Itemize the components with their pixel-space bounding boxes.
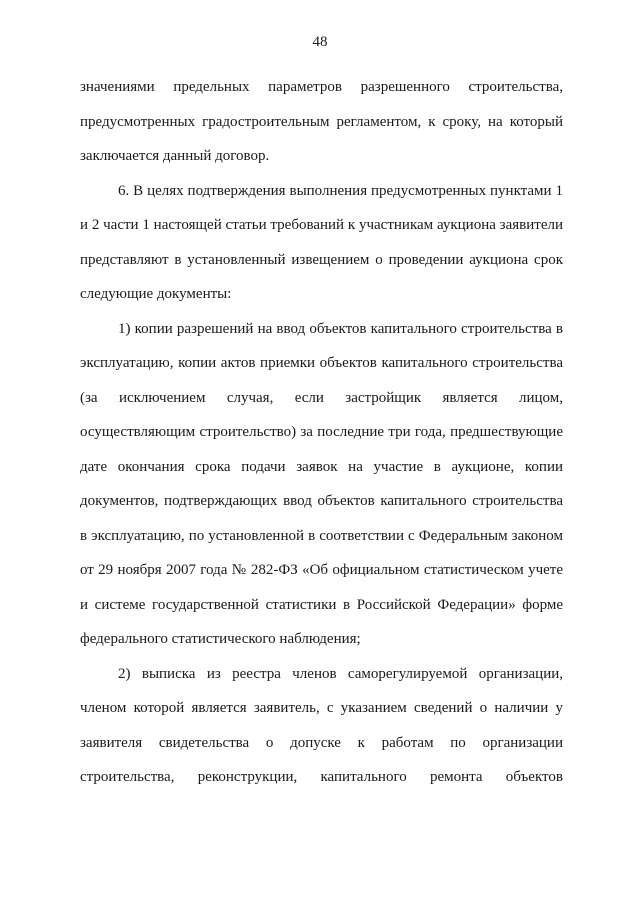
- page-number: 48: [312, 34, 328, 50]
- paragraph-item-6-2: 2) выписка из реестра членов саморегулируемой организации, членом которой является заявитель, с указанием сведений о наличии у заявителя свидетельства о допуске к работам по организации строительства, реконструкции, капитального ремонта объектов: [80, 665, 563, 785]
- document-body: [80, 70, 563, 795]
- paragraph-item-6: 6. В целях подтверждения выполнения предусмотренных пунктами 1 и 2 части 1 настоящей статьи требований к участникам аукциона заявители представляют в установленный извещением о проведении аукциона срок следующие документы:: [80, 182, 563, 302]
- paragraph-item-6-1: 1) копии разрешений на ввод объектов капитального строительства в эксплуатацию, копии актов приемки объектов капитального строительства (за исключением случая, если застройщик является лицом, осуществляющим строительство) за последние три года, предшествующие дате окончания срока подачи заявок на участие в аукционе, копии документов, подтверждающих ввод объектов капитального строительства в эксплуатацию, по установленной в соответствии с Федеральным законом от 29 ноября 2007 года № 282-ФЗ «Об официальном статистическом учете и системе государственной статистики в Российской Федерации» форме федерального статистического наблюдения;: [80, 320, 563, 647]
- paragraph-continued: значениями предельных параметров разрешенного строительства, предусмотренных градостроительным регламентом, к сроку, на который заключается данный договор.: [80, 79, 563, 164]
